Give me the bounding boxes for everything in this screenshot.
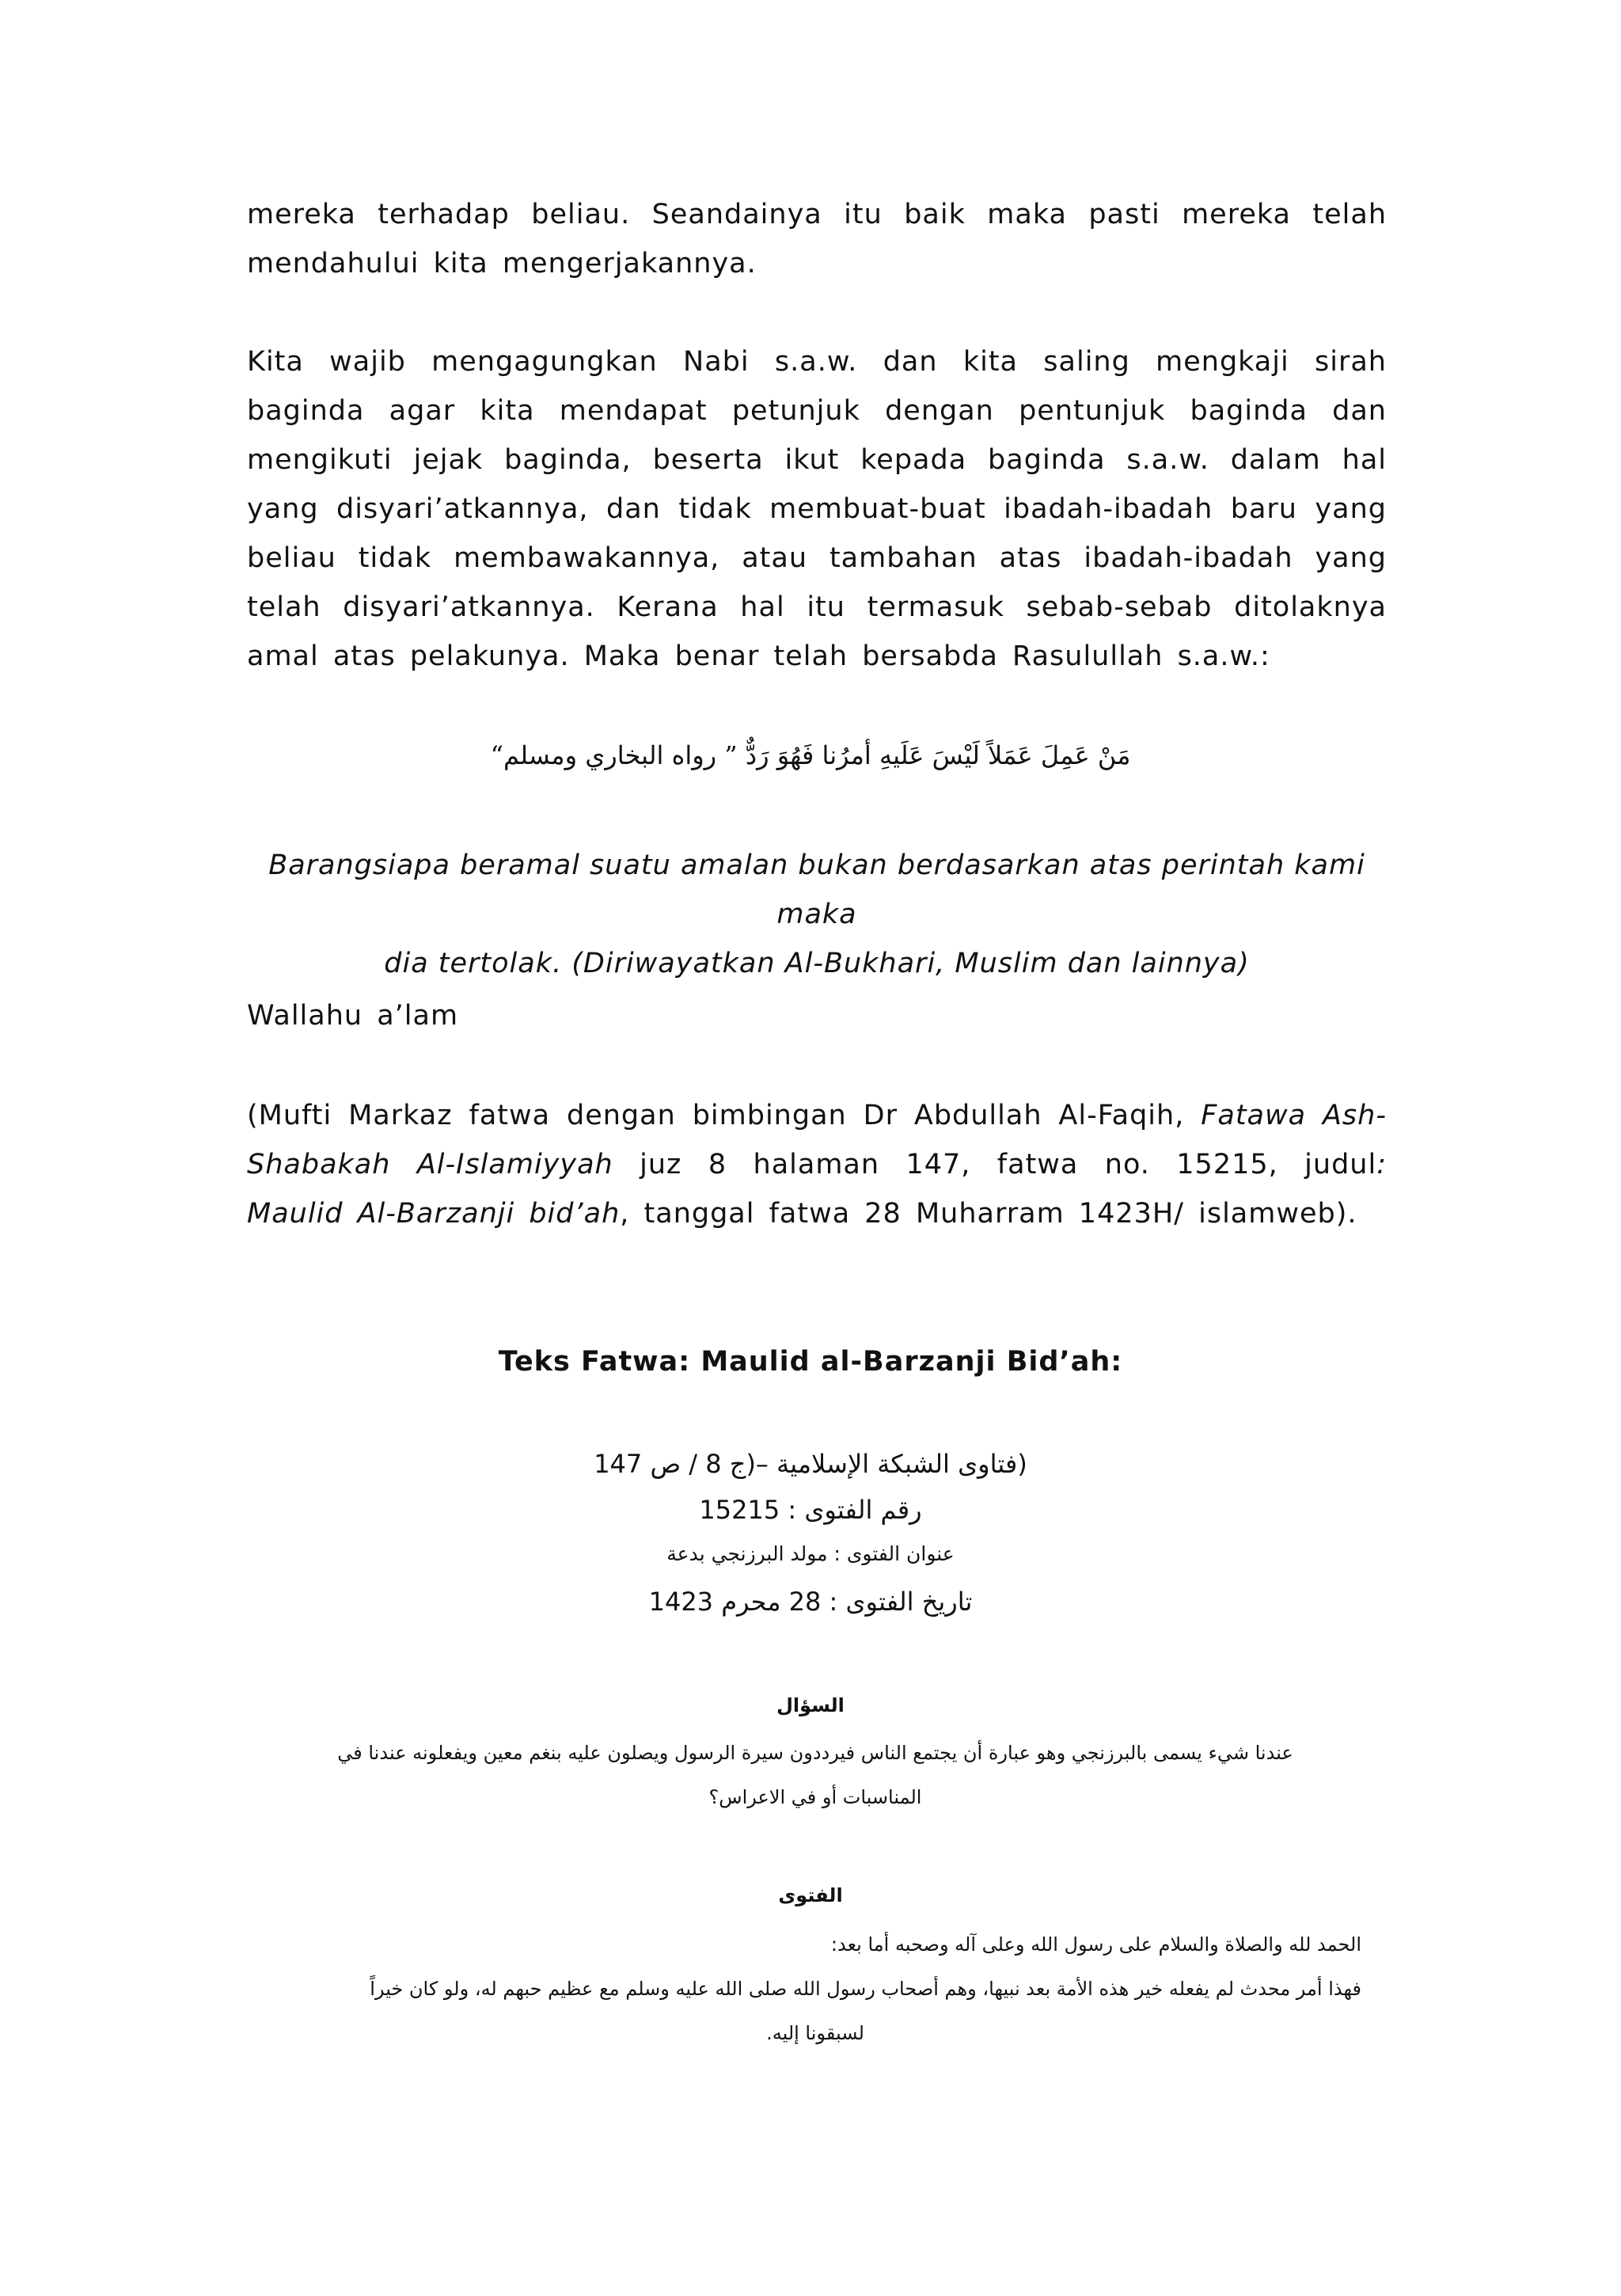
- reference-paragraph: [247, 1091, 1387, 1238]
- fatwa-title: : Maulid Al-Barzanji bid’ah: [247, 1149, 1387, 1230]
- paragraph-intro: [247, 190, 1387, 288]
- question-line: المناسبات أو في الاعراس؟: [708, 1786, 922, 1808]
- fatwa-title-arabic: عنوان الفتوى : مولد البرزنجي بدعة: [666, 1542, 955, 1565]
- publication-title: Fatawa Ash-Shabakah Al-Islamiyyah: [247, 1100, 1387, 1180]
- fatwa-number: رقم الفتوى : 15215: [699, 1495, 922, 1525]
- answer-text: [269, 1922, 1361, 2055]
- paragraph-line: mendahului kita mengerjakannya.: [247, 248, 757, 279]
- fatwa-heading: Teks Fatwa: Maulid al-Barzanji Bid’ah:: [498, 1346, 1123, 1378]
- hadith-translation: [247, 841, 1387, 988]
- answer-line: فهذا أمر محدث لم يفعله خير هذه الأمة بعد نبيها، وهم أصحاب رسول الله صلى الله عليه وسلم مع عظيم حبهم له، ولو كان خيراً: [370, 1978, 1361, 2000]
- reference-text-part: , tanggal fatwa 28 Muharram 1423H/ islamweb).: [620, 1198, 1357, 1230]
- question-heading: السؤال: [776, 1694, 845, 1716]
- reference-text-part: juz 8 halaman 147, fatwa no. 15215, judul: [613, 1149, 1377, 1180]
- hadith-arabic: مَنْ عَمِلَ عَمَلاً لَيْسَ عَلَيهِ أمرُنا فَهُوَ رَدٌّ ” رواه البخاري ومسلم“: [490, 740, 1131, 770]
- answer-heading: الفتوى: [778, 1884, 843, 1906]
- answer-line: الحمد لله والصلاة والسلام على رسول الله وعلى آله وصحبه أما بعد:: [830, 1933, 1361, 1956]
- fatwa-source: (فتاوى الشبكة الإسلامية –(ج 8 / ص 147: [594, 1449, 1027, 1479]
- closing-phrase: [247, 991, 1387, 1040]
- question-text: [269, 1731, 1361, 1819]
- translation-line: Barangsiapa beramal suatu amalan bukan berdasarkan atas perintah kami maka: [268, 850, 1365, 930]
- fatwa-date: تاريخ الفتوى : 28 محرم 1423: [648, 1587, 973, 1617]
- closing-text: Wallahu a’lam: [247, 1000, 459, 1032]
- paragraph-text: Kita wajib mengagungkan Nabi s.a.w. dan kita saling mengkaji sirah baginda agar kita mendapat petunjuk dengan pentunjuk baginda dan mengikuti jejak baginda, beserta ikut kepada baginda s.a.w. dalam hal yang disyari’atkannya, dan tidak membuat-buat ibadah-ibadah baru yang beliau tidak membawakannya, atau tambahan atas ibadah-ibadah yang telah disyari’atkannya. Kerana hal itu termasuk sebab-sebab ditolaknya amal atas pelakunya. Maka benar telah bersabda Rasulullah s.a.w.:: [247, 346, 1387, 672]
- translation-line: dia tertolak. (Diriwayatkan Al-Bukhari, Muslim dan lainnya): [384, 948, 1250, 979]
- paragraph-line: mereka terhadap beliau. Seandainya itu baik maka pasti mereka telah: [247, 199, 1387, 230]
- reference-text: [247, 1091, 1387, 1238]
- paragraph-main: [247, 337, 1387, 681]
- question-line: عندنا شيء يسمى بالبرزنجي وهو عبارة أن يجتمع الناس فيرددون سيرة الرسول ويصلون عليه بنغم معين ويفعلونه عندنا في: [337, 1742, 1293, 1764]
- answer-line: لسبقونا إليه.: [766, 2022, 864, 2044]
- reference-text-part: (Mufti Markaz fatwa dengan bimbingan Dr Abdullah Al-Faqih,: [247, 1100, 1202, 1131]
